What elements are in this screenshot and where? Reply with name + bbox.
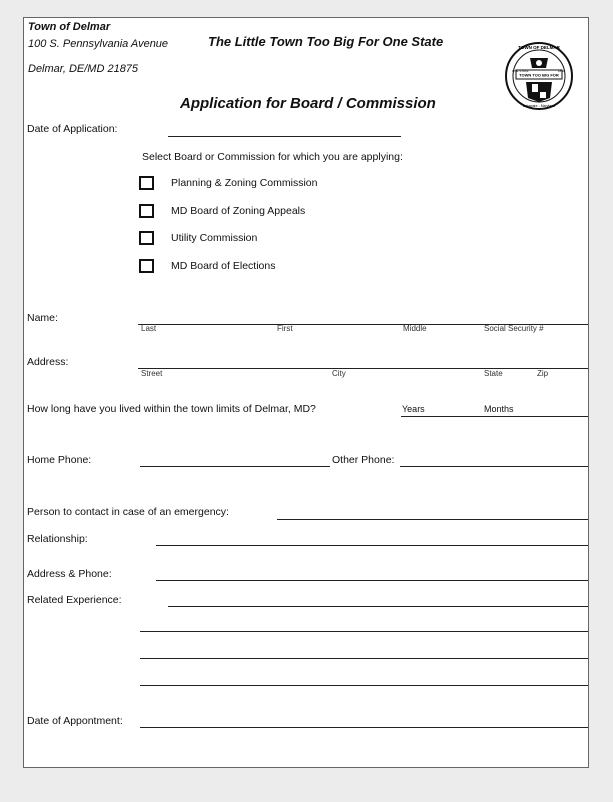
other-phone-line[interactable] [400, 466, 588, 467]
seal-text-bottom: Delaware - Maryland [522, 104, 556, 108]
related-experience-line-4[interactable] [140, 685, 588, 686]
address-phone-line[interactable] [156, 580, 588, 581]
application-page [23, 17, 589, 768]
relationship-label: Relationship: [27, 533, 88, 545]
checkbox-planning-zoning[interactable] [139, 176, 154, 190]
emergency-contact-line[interactable] [277, 519, 588, 520]
name-sub-middle: Middle [403, 324, 427, 333]
emergency-contact-label: Person to contact in case of an emergency: [27, 506, 229, 518]
seal-text-left: ONE STATE [512, 69, 529, 73]
town-motto: The Little Town Too Big For One State [208, 34, 444, 49]
related-experience-line-1[interactable] [168, 606, 588, 607]
residency-question: How long have you lived within the town limits of Delmar, MD? [27, 403, 316, 415]
option-zoning-appeals: MD Board of Zoning Appeals [171, 205, 306, 217]
date-of-application-label: Date of Application: [27, 123, 118, 135]
address-sub-state: State [484, 369, 503, 378]
relationship-line[interactable] [156, 545, 588, 546]
address-sub-zip: Zip [537, 369, 549, 378]
residency-line[interactable] [401, 416, 588, 417]
years-label: Years [402, 404, 425, 414]
seal-text-right: 1859 [558, 69, 565, 73]
address-line[interactable] [138, 368, 588, 369]
address-sub-city: City [332, 369, 346, 378]
town-seal-logo [504, 34, 574, 118]
checkbox-zoning-appeals[interactable] [139, 204, 154, 218]
date-of-appointment-line[interactable] [140, 727, 588, 728]
form-title: Application for Board / Commission [180, 95, 436, 112]
months-label: Months [484, 404, 514, 414]
name-sub-first: First [277, 324, 293, 333]
seal-text-band: TOWN TOO BIG FOR [519, 72, 559, 78]
home-phone-label: Home Phone: [27, 454, 92, 466]
town-street: 100 S. Pennsylvania Avenue [28, 38, 169, 50]
option-utility-commission: Utility Commission [171, 232, 258, 244]
checkbox-board-of-elections[interactable] [139, 259, 154, 273]
option-board-of-elections: MD Board of Elections [171, 260, 276, 272]
checkbox-utility-commission[interactable] [139, 231, 154, 245]
date-of-appointment-label: Date of Appontment: [27, 715, 123, 727]
address-label: Address: [27, 356, 69, 368]
town-city-state: Delmar, DE/MD 21875 [28, 63, 139, 75]
related-experience-line-2[interactable] [140, 631, 588, 632]
address-sub-street: Street [141, 369, 163, 378]
related-experience-label: Related Experience: [27, 594, 122, 606]
date-of-application-line[interactable] [168, 136, 401, 137]
name-sub-last: Last [141, 324, 157, 333]
name-label: Name: [27, 312, 58, 324]
select-board-prompt: Select Board or Commission for which you are applying: [142, 151, 403, 163]
related-experience-line-3[interactable] [140, 658, 588, 659]
other-phone-label: Other Phone: [332, 454, 395, 466]
name-sub-ssn: Social Security # [484, 324, 544, 333]
address-phone-label: Address & Phone: [27, 568, 112, 580]
home-phone-line[interactable] [140, 466, 330, 467]
town-name: Town of Delmar [28, 21, 111, 33]
seal-text-top: TOWN OF DELMAR [518, 45, 560, 50]
option-planning-zoning: Planning & Zoning Commission [171, 177, 318, 189]
